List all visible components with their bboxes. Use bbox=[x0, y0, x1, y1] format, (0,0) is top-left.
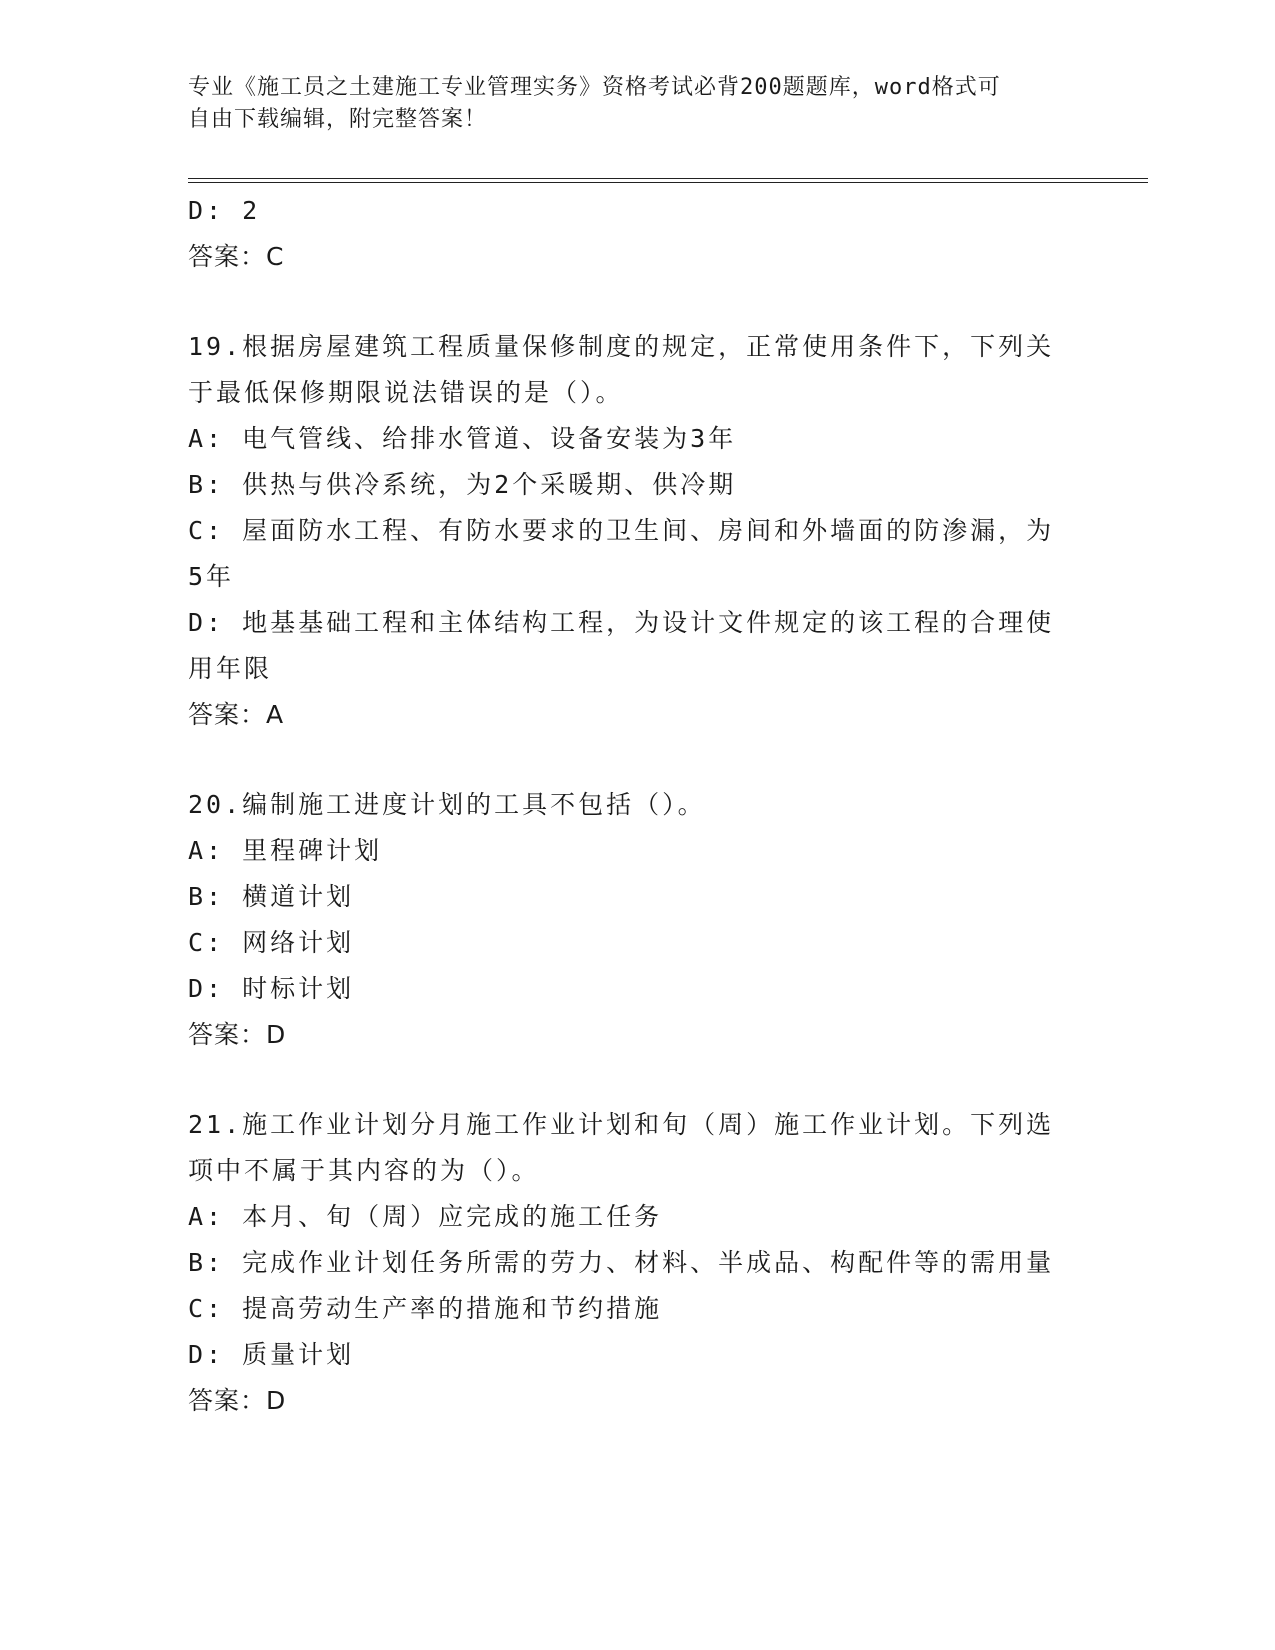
option-d: D: 时标计划 bbox=[188, 974, 355, 1003]
option-a: A: 里程碑计划 bbox=[188, 836, 383, 865]
question-stem-cont: 项中不属于其内容的为（）。 bbox=[188, 1156, 540, 1185]
document-header bbox=[188, 72, 1088, 136]
document-body bbox=[188, 188, 1088, 1424]
question-stem: 20.编制施工进度计划的工具不包括（）。 bbox=[188, 790, 706, 819]
option-d: D: 2 bbox=[188, 196, 261, 225]
header-rule-top bbox=[188, 178, 1148, 179]
option-b: B: 供热与供冷系统，为2个采暖期、供冷期 bbox=[188, 470, 737, 499]
question-stem-cont: 于最低保修期限说法错误的是（）。 bbox=[188, 378, 624, 407]
header-line-2: 自由下载编辑，附完整答案！ bbox=[188, 107, 488, 132]
previous-question-tail bbox=[188, 188, 1088, 280]
question-20 bbox=[188, 782, 1088, 1058]
option-c: C: 屋面防水工程、有防水要求的卫生间、房间和外墙面的防渗漏，为 bbox=[188, 516, 1055, 545]
question-stem: 21.施工作业计划分月施工作业计划和旬（周）施工作业计划。下列选 bbox=[188, 1110, 1055, 1139]
option-c-cont: 5年 bbox=[188, 562, 235, 591]
option-c: C: 网络计划 bbox=[188, 928, 355, 957]
option-c: C: 提高劳动生产率的措施和节约措施 bbox=[188, 1294, 663, 1323]
option-b: B: 横道计划 bbox=[188, 882, 355, 911]
answer-line: 答案：C bbox=[188, 242, 285, 271]
option-d: D: 质量计划 bbox=[188, 1340, 355, 1369]
option-d: D: 地基基础工程和主体结构工程，为设计文件规定的该工程的合理使 bbox=[188, 608, 1055, 637]
header-rule-bottom bbox=[188, 182, 1148, 183]
option-d-cont: 用年限 bbox=[188, 654, 273, 683]
option-b: B: 完成作业计划任务所需的劳力、材料、半成品、构配件等的需用量 bbox=[188, 1248, 1055, 1277]
answer-line: 答案：D bbox=[188, 1386, 287, 1415]
question-21 bbox=[188, 1102, 1088, 1424]
option-a: A: 本月、旬（周）应完成的施工任务 bbox=[188, 1202, 663, 1231]
option-a: A: 电气管线、给排水管道、设备安装为3年 bbox=[188, 424, 737, 453]
answer-line: 答案：A bbox=[188, 700, 285, 729]
header-line-1: 专业《施工员之土建施工专业管理实务》资格考试必背200题题库，word格式可 bbox=[188, 75, 1001, 100]
question-stem: 19.根据房屋建筑工程质量保修制度的规定，正常使用条件下，下列关 bbox=[188, 332, 1055, 361]
question-19 bbox=[188, 324, 1088, 738]
answer-line: 答案：D bbox=[188, 1020, 287, 1049]
